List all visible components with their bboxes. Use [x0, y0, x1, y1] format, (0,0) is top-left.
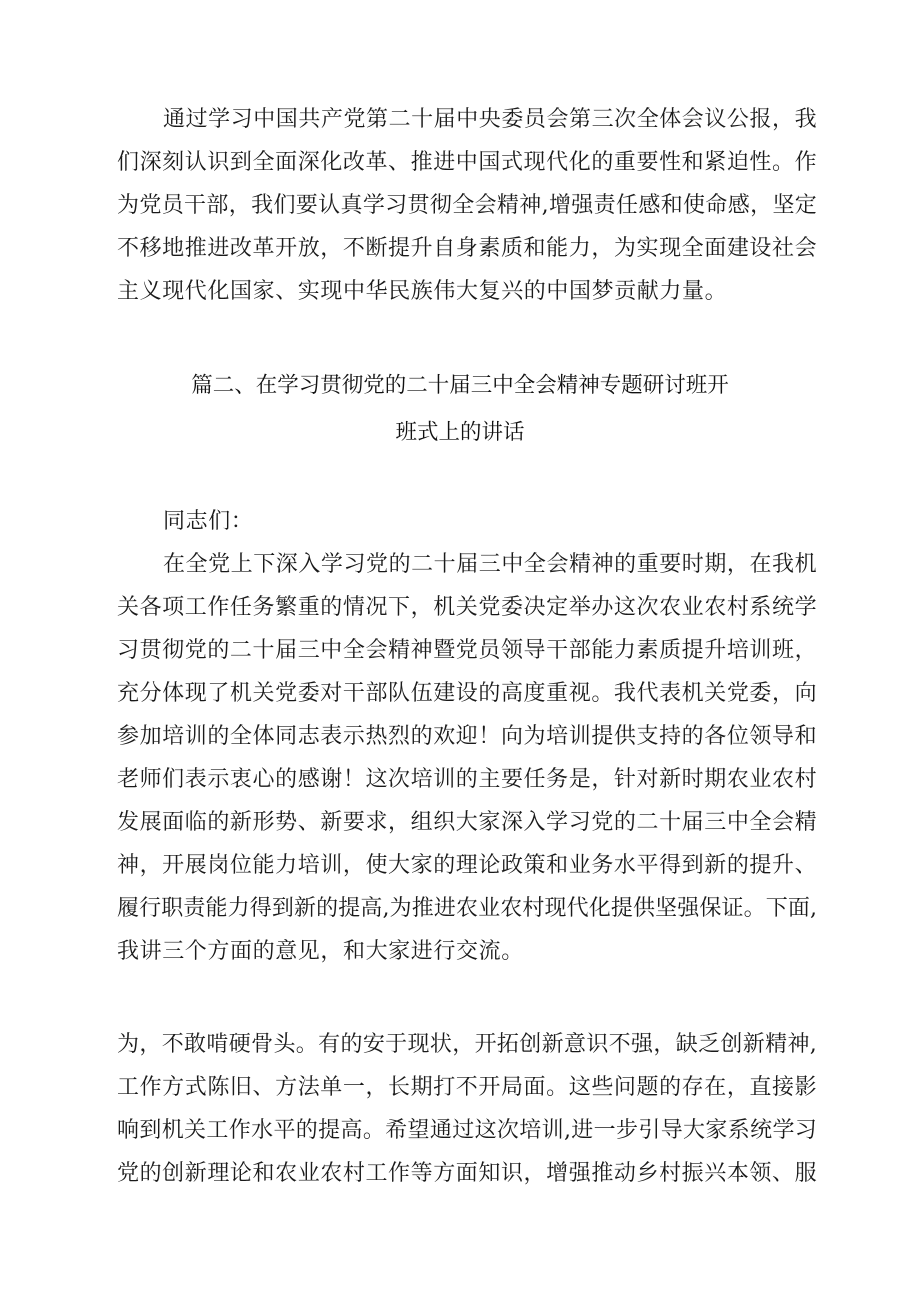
text-line: 履行职责能力得到新的提高,为推进农业农村现代化提供坚强保证。下面, [117, 896, 817, 921]
text-line: 通过学习中国共产党第二十届中央委员会第三次全体会议公报，我 [163, 107, 817, 132]
text-line: 充分体现了机关党委对干部队伍建设的高度重视。我代表机关党委，向 [117, 681, 817, 706]
text-line: 老师们表示衷心的感谢！这次培训的主要任务是，针对新时期农业农村 [117, 767, 817, 792]
text-line: 习贯彻党的二十届三中全会精神暨党员领导干部能力素质提升培训班， [117, 638, 817, 663]
text-line: 工作方式陈旧、方法单一，长期打不开局面。这些问题的存在，直接影 [117, 1075, 817, 1100]
text-line: 为，不敢啃硬骨头。有的安于现状，开拓创新意识不强，缺乏创新精神, [117, 1032, 817, 1057]
text-line: 为党员干部，我们要认真学习贯彻全会精神,增强责任感和使命感，坚定 [117, 193, 817, 218]
text-line: 我讲三个方面的意见，和大家进行交流。 [117, 939, 524, 964]
text-line: 神，开展岗位能力培训，使大家的理论政策和业务水平得到新的提升、 [117, 853, 817, 878]
text-line: 主义现代化国家、实现中华民族伟大复兴的中国梦贡献力量。 [117, 279, 728, 304]
text-line: 们深刻认识到全面深化改革、推进中国式现代化的重要性和紧迫性。作 [117, 150, 817, 175]
section-title-line: 班式上的讲话 [395, 420, 525, 445]
text-line: 发展面临的新形势、新要求，组织大家深入学习党的二十届三中全会精 [117, 810, 817, 835]
section-title-line: 篇二、在学习贯彻党的二十届三中全会精神专题研讨班开 [191, 373, 729, 398]
text-line: 参加培训的全体同志表示热烈的欢迎！向为培训提供支持的各位领导和 [117, 724, 817, 749]
text-line: 响到机关工作水平的提高。希望通过这次培训,进一步引导大家系统学习 [117, 1118, 817, 1143]
text-line: 不移地推进改革开放，不断提升自身素质和能力，为实现全面建设社会 [117, 236, 817, 261]
text-line: 在全党上下深入学习党的二十届三中全会精神的重要时期，在我机 [163, 552, 817, 577]
text-line: 关各项工作任务繁重的情况下，机关党委决定举办这次农业农村系统学 [117, 595, 817, 620]
salutation: 同志们： [163, 509, 254, 534]
text-line: 党的创新理论和农业农村工作等方面知识，增强推动乡村振兴本领、服 [117, 1161, 817, 1186]
